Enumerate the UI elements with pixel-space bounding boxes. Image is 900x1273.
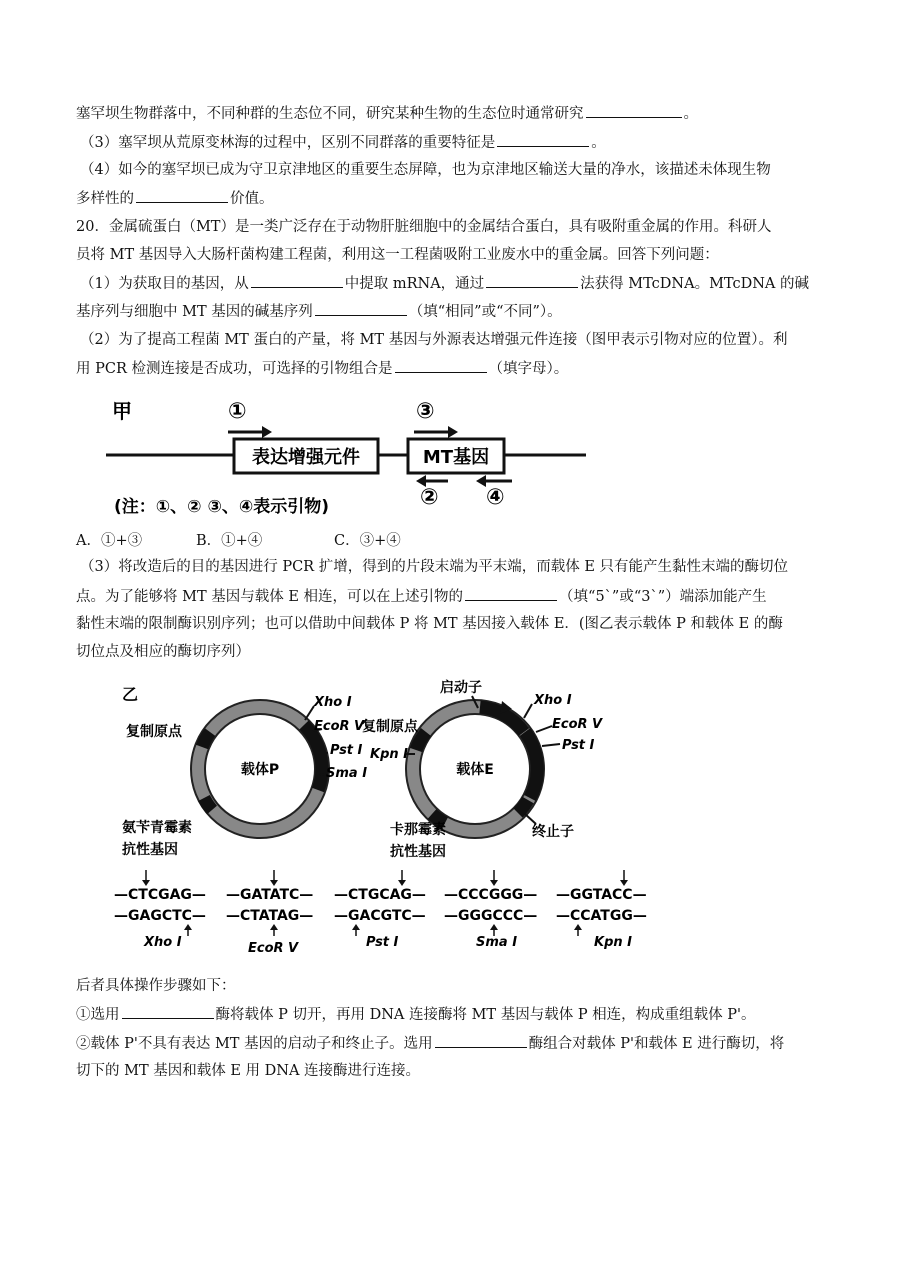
seq-sma-bottom: —GGGCCC— [444,908,538,924]
text-line-11: （3）将改造后的目的基因进行 PCR 扩增，得到的片段末端为平末端，而载体 E 只有能产生黏性末端的酶切位 [80,559,789,575]
seq-ecorv-top: —GATATC— [226,887,314,903]
answer-blank[interactable] [315,301,407,316]
text-line-17: ②载体 P'不具有表达 MT 基因的启动子和终止子。选用 酶组合对载体 P'和载体 E 进行酶切，将 [76,1033,784,1054]
seq-kpn-bottom-cut-head [574,924,582,930]
vector-p-pst-label: Pst Ⅰ [330,743,363,758]
text-line-13: 黏性末端的限制酶识别序列；也可以借助中间载体 P 将 MT 基因接入载体 E．(图乙表示载体 P 和载体 E 的酶 [76,616,783,632]
seq-kpn-top-cut-head [620,880,628,886]
text-line-1: 塞罕坝生物群落中，不同种群的生态位不同，研究某种生物的生态位时通常研究 。 [76,103,698,124]
vector-e-ecorv-tick [536,726,552,732]
seq-ecorv-name: EcoR Ⅴ [248,941,299,956]
seq-kpn-bottom: —CCATGG— [556,908,647,924]
primer-1-arrowhead [262,426,272,438]
text-line-3: （4）如今的塞罕坝已成为守卫京津地区的重要生态屏障，也为京津地区输送大量的净水，该描述未体现生物 [80,162,771,178]
vector-p-ecorv-label: EcoR Ⅴ [314,719,365,734]
seq-ecorv-top-cut-head [270,880,278,886]
figure-label: 乙 [122,685,139,704]
seq-xho-name: Xho Ⅰ [144,935,182,950]
seq-pst-name: Pst Ⅰ [366,935,399,950]
answer-blank[interactable] [435,1033,527,1048]
vector-e-pst-tick [542,744,560,746]
primer-2-label: ② [420,485,439,510]
figure-note: (注：①、② ③、④表示引物) [114,497,330,517]
figure-label: 甲 [112,399,132,423]
seq-ecorv-bottom-cut-head [270,924,278,930]
text-line-7: （1）为获取目的基因，从 中提取 mRNA，通过 法获得 MTcDNA。MTcDNA 的碱 [80,273,809,294]
vector-p-resistance-label-1: 氨苄青霉素 [122,820,192,836]
vector-p-ori-region [202,732,210,747]
answer-blank[interactable] [395,358,487,373]
vector-p-xho-tick [305,706,314,720]
vector-e-resistance-label-2: 抗性基因 [390,844,446,860]
seq-kpn-name: Kpn Ⅰ [594,935,632,950]
text-line-10: 用 PCR 检测连接是否成功，可选择的引物组合是 （填字母）。 [76,358,568,379]
answer-blank[interactable] [136,188,228,203]
answer-blank[interactable] [586,103,682,118]
vector-p-xho-label: Xho Ⅰ [314,695,352,710]
text-line-4: 多样性的 价值。 [76,188,274,209]
text-line-14: 切位点及相应的酶切序列） [76,644,250,660]
primer-3-label: ③ [416,399,435,424]
answer-blank[interactable] [122,1004,214,1019]
answer-blank[interactable] [465,586,557,601]
text-line-18: 切下的 MT 基因和载体 E 用 DNA 连接酶进行连接。 [76,1063,421,1079]
vector-p-name: 载体P [240,762,280,778]
text-line-12: 点。为了能够将 MT 基因与载体 E 相连，可以在上述引物的 （填“5`”或“3`”）端添加能产生 [76,586,767,607]
answer-blank[interactable] [251,273,343,288]
seq-xho-top-cut-head [142,880,150,886]
text-line-16: ①选用 酶将载体 P 切开，再用 DNA 连接酶将 MT 基因与载体 P 相连，构成重组载体 P'。 [76,1004,756,1025]
seq-xho-bottom: —GAGCTC— [114,908,206,924]
figure-jia [100,384,600,524]
vector-p-resistance-region [204,798,212,810]
option-b[interactable]: B．①+④ [196,533,263,549]
vector-p-resistance-label-2: 抗性基因 [122,842,178,858]
vector-p-sma-label: Sma Ⅰ [326,766,368,781]
primer-4-arrowhead [476,475,486,487]
option-c[interactable]: C．③+④ [334,533,401,549]
vector-e-promoter-label: 启动子 [440,680,482,696]
vector-e-pst-label: Pst Ⅰ [562,738,595,753]
primer-1-label: ① [228,399,247,424]
answer-blank[interactable] [497,132,589,147]
vector-e-resistance-label-1: 卡那霉素 [390,822,446,838]
seq-pst-top-cut-head [398,880,406,886]
vector-e-kpn-label: Kpn Ⅰ [370,747,408,762]
vector-e-name: 载体E [456,762,494,778]
seq-sma [444,870,537,950]
seq-xho-top: —CTCGAG— [114,887,206,903]
vector-e-ori-label: 复制原点 [362,719,418,735]
seq-kpn-top: —GGTACC— [556,887,647,903]
vector-p-ori-label: 复制原点 [126,724,182,740]
seq-ecorv [226,870,313,956]
answer-blank[interactable] [486,273,578,288]
seq-sma-name: Sma Ⅰ [476,935,518,950]
mt-gene-box-label: MT基因 [422,447,490,468]
seq-xho [114,870,206,950]
text-line-8: 基序列与细胞中 MT 基因的碱基序列 （填“相同”或“不同”）。 [76,301,562,322]
seq-sma-top: —CCCGGG— [444,887,538,903]
question-20-line-2: 员将 MT 基因导入大肠杆菌构建工程菌，利用这一工程菌吸附工业废水中的重金属。回答下列问题： [76,247,719,263]
seq-ecorv-bottom: —CTATAG— [226,908,314,924]
text-line-2: （3）塞罕坝从荒原变林海的过程中，区别不同群落的重要特征是 。 [80,132,606,153]
vector-e-terminator-region [518,800,528,813]
text-line-9: （2）为了提高工程菌 MT 蛋白的产量，将 MT 基因与外源表达增强元件连接（图甲表示引物对应的位置）。利 [80,332,788,348]
vector-e-terminator-label: 终止子 [532,824,574,840]
seq-pst-bottom-cut-head [352,924,360,930]
question-20-line-1: 20．金属硫蛋白（MT）是一类广泛存在于动物肝脏细胞中的金属结合蛋白，具有吸附重金属的作用。科研人 [76,219,772,235]
seq-pst [334,870,426,950]
enhancer-box-label: 表达增强元件 [252,447,360,468]
seq-kpn [556,870,647,950]
option-a[interactable]: A．①+③ [76,533,143,549]
primer-3-arrowhead [448,426,458,438]
text-line-15: 后者具体操作步骤如下： [76,978,236,994]
vector-e-xho-tick [524,704,532,718]
seq-pst-bottom: —GACGTC— [334,908,426,924]
seq-pst-top: —CTGCAG— [334,887,426,903]
primer-4-label: ④ [486,485,505,510]
seq-sma-top-cut-head [490,880,498,886]
seq-xho-bottom-cut-head [184,924,192,930]
seq-sma-bottom-cut-head [490,924,498,930]
vector-e-terminator-tick [525,814,536,824]
figure-yi [100,674,660,964]
vector-e-ecorv-label: EcoR Ⅴ [552,717,603,732]
vector-e-xho-label: Xho Ⅰ [534,693,572,708]
